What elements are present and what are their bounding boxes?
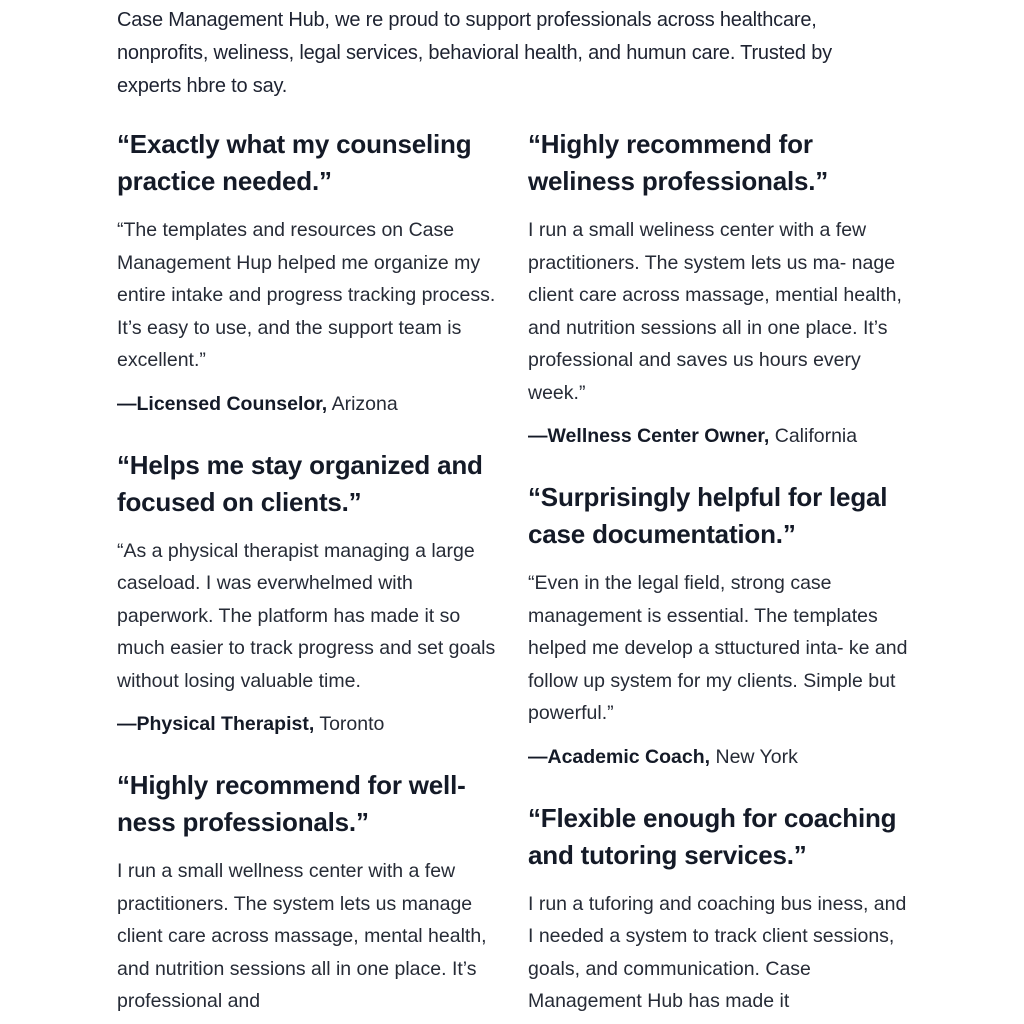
testimonial-attribution	[117, 389, 507, 419]
testimonial-body: “Even in the legal field, strong case management is essential. The templates helped me develop a sttuctured inta- ke and follow up system for my clients. Simple but powerful.”	[528, 572, 908, 724]
testimonial-card	[528, 800, 918, 1018]
testimonial-card	[117, 447, 507, 740]
attribution-role: —Wellness Center Owner,	[528, 425, 770, 447]
attribution-role: —Academic Coach,	[528, 745, 711, 768]
testimonial-title: “Helps me stay organized and focused on clients.”	[117, 449, 483, 517]
testimonial-card	[528, 479, 918, 772]
testimonials-right-column	[528, 126, 918, 1018]
testimonial-attribution	[528, 742, 918, 772]
testimonial-body: “The templates and resources on Case Management Hup helped me organize my entire intake and progress tracking process. It’s easy to use, and the support team is excellent.”	[117, 219, 496, 371]
testimonial-title: “Exactly what my counseling practice needed.”	[117, 129, 472, 196]
attribution-location: Arizona	[331, 392, 398, 415]
testimonial-body: I run a small weliness center with a few practitioners. The system lets us ma- nage client care across massage, mential health, and nutrition sessions all in one place. It’s professional and saves us hours every week.”	[528, 219, 902, 404]
attribution-location: New York	[715, 745, 798, 768]
attribution-role: —Licensed Counselor,	[117, 392, 328, 415]
intro-text: Case Management Hub, we re proud to support professionals across healthcare, nonprofits, weliness, legal services, behavioral health, and humun care. Trusted by experts hbre to say.	[117, 9, 832, 97]
testimonial-attribution	[117, 709, 507, 739]
attribution-role: —Physical Therapist,	[117, 713, 315, 735]
testimonial-card	[528, 126, 918, 451]
testimonial-card	[117, 767, 507, 1018]
testimonial-body: “As a physical therapist managing a large caseload. I was everwhelmed with paperwork. The platform has made it so much easier to track progress and set goals without losing valuable time.	[117, 539, 496, 692]
testimonials-left-column	[117, 126, 507, 1018]
testimonial-title: “Flexible enough for coaching and tutoring services.”	[528, 802, 897, 870]
testimonial-body: I run a tuforing and coaching bus iness, and I needed a system to track client sessions, goals, and communication. Case Management Hub has made it	[528, 892, 907, 1012]
intro-paragraph	[117, 4, 877, 103]
testimonial-attribution	[528, 421, 918, 451]
testimonial-body: I run a small wellness center with a few practitioners. The system lets us manage client care across massage, mental health, and nutrition sessions all in one place. It’s professional and	[117, 860, 487, 1012]
testimonial-card	[117, 126, 507, 419]
testimonial-title: “Surprisingly helpful for legal case documentation.”	[528, 482, 888, 549]
attribution-location: California	[774, 425, 858, 447]
attribution-location: Toronto	[319, 713, 385, 735]
testimonial-title: “Highly recommend for well- ness professionals.”	[117, 770, 466, 837]
testimonial-title: “Highly recommend for weliness professionals.”	[528, 129, 829, 196]
